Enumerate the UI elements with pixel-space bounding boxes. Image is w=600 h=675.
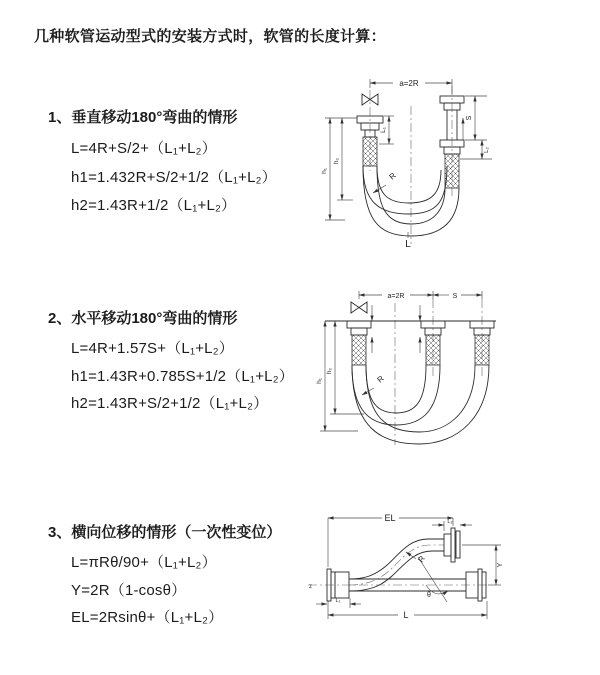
section-3-formula-el: EL=2Rsinθ+（L₁+L₂） — [71, 609, 224, 626]
section-2-formula-h1: h1=1.43R+0.785S+1/2（L₁+L₂） — [71, 368, 294, 385]
dimension-l1 — [316, 598, 361, 608]
label-a2r: a=2R — [387, 293, 405, 300]
dimension-el — [328, 513, 453, 567]
label-y: Y — [497, 562, 504, 568]
label-el: EL — [384, 513, 396, 523]
radius-callout — [362, 374, 386, 395]
label-z: z — [309, 584, 312, 590]
section-1-formula-h1: h1=1.432R+S/2+1/2（L₁+L₂） — [71, 169, 277, 186]
label-theta: θ — [427, 592, 431, 599]
label-l: L — [405, 239, 411, 250]
diagram-horizontal-180-bend — [316, 283, 592, 468]
dimension-s-l2 — [460, 96, 492, 159]
label-h2: h₂ — [326, 367, 333, 375]
label-a2r: a=2R — [399, 79, 419, 88]
label-h1: h₁ — [316, 378, 323, 384]
label-l1: L₁ — [335, 598, 341, 604]
label-l2: L₂ — [484, 147, 490, 153]
page-title: 几种软管运动型式的安装方式时，软管的长度计算： — [34, 28, 386, 45]
dimension-y — [462, 545, 504, 585]
dimension-l2 — [432, 519, 472, 531]
dimension-a2r — [370, 79, 452, 94]
label-h1: h₁ — [321, 168, 328, 174]
dimension-h1-h2 — [321, 118, 357, 220]
label-l2: L₂ — [447, 519, 453, 525]
label-r: R — [375, 373, 386, 385]
label-s: S — [452, 293, 458, 300]
label-h2: h₂ — [333, 157, 340, 165]
label-l1: L₁ — [380, 127, 387, 133]
dimension-l1 — [379, 116, 394, 144]
diagram-vertical-180-bend — [313, 66, 595, 266]
diagram-lateral-displacement — [298, 503, 596, 638]
section-3-formula-y: Y=2R（1-cosθ） — [71, 582, 187, 599]
left-pipe-assembly — [357, 116, 383, 166]
section-2-formula-h2: h2=1.43R+S/2+1/2（L₁+L₂） — [71, 395, 269, 412]
section-3-heading: 3、横向位移的情形（一次性变位） — [48, 524, 282, 541]
bent-hose — [349, 528, 460, 591]
section-3-formula-length: L=πRθ/90+（L₁+L₂） — [71, 554, 217, 571]
fitting-dimension-arrows — [372, 305, 420, 353]
label-s: S — [466, 115, 473, 121]
hose-curves — [352, 365, 489, 444]
label-r: R — [416, 554, 427, 565]
section-2-heading: 2、水平移动180°弯曲的情形 — [48, 310, 238, 327]
right-pipe-assembly — [470, 321, 494, 365]
left-pipe-assembly — [347, 321, 371, 365]
middle-pipe-assembly — [421, 321, 445, 365]
section-1-formula-h2: h2=1.43R+1/2（L₁+L₂） — [71, 197, 237, 214]
label-l: L — [403, 610, 409, 620]
centerlines — [370, 86, 452, 244]
valve-icon — [351, 302, 367, 313]
section-1-heading: 1、垂直移动180°弯曲的情形 — [48, 109, 238, 126]
section-2-formula-length: L=4R+1.57S+（L₁+L₂） — [71, 340, 234, 357]
label-r: R — [387, 170, 398, 182]
length-callout — [405, 232, 411, 250]
section-1-formula-length: L=4R+S/2+（L₁+L₂） — [71, 140, 217, 157]
angle-callout — [426, 585, 448, 599]
dimension-a2r-s — [359, 291, 482, 300]
